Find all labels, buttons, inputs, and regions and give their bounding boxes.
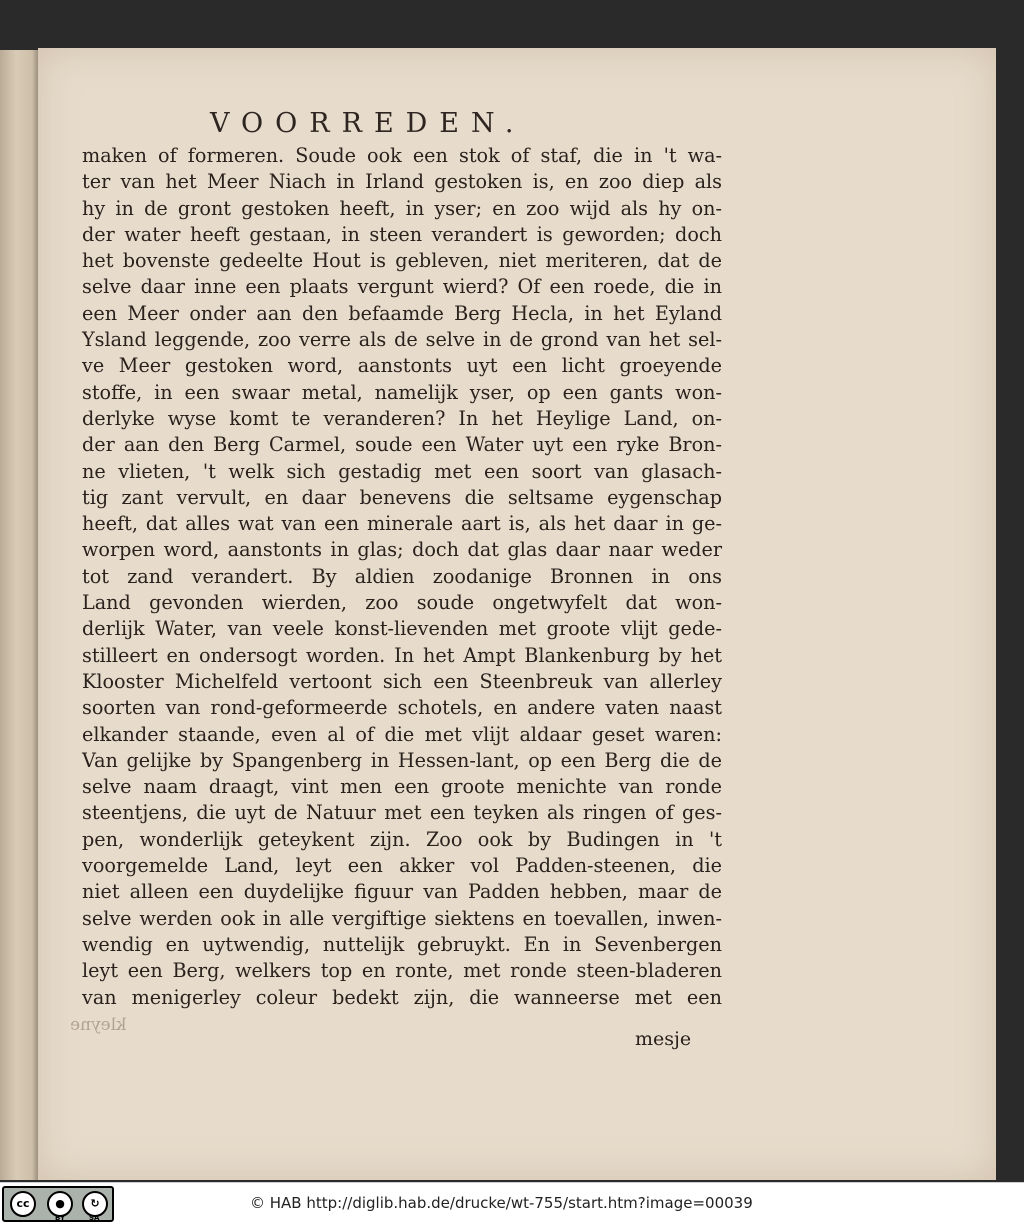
- attribution-link[interactable]: © HAB http://diglib.hab.de/drucke/wt-755/start.htm?image=00039: [250, 1194, 753, 1212]
- text-line: der water heeft gestaan, in steen verandert is geworden; doch: [82, 222, 722, 246]
- text-line: het bovenste gedeelte Hout is gebleven, niet meriteren, dat de: [82, 249, 722, 273]
- by-label: BY: [55, 1214, 66, 1222]
- running-title: VOORREDEN.: [210, 108, 526, 139]
- text-line: der aan den Berg Carmel, soude een Water uyt een ryke Bron-: [82, 433, 722, 457]
- text-line: Ysland leggende, zoo verre als de selve in de grond van het sel-: [82, 328, 722, 352]
- text-line: stoffe, in een swaar metal, namelijk yser, op een gants won-: [82, 380, 722, 404]
- text-line: selve naam draagt, vint men een groote menichte van ronde: [82, 775, 722, 799]
- cc-license-badge[interactable]: [2, 1186, 114, 1222]
- sa-icon: ↻: [82, 1191, 108, 1217]
- text-line: derlijk Water, van veele konst-lievenden met groote vlijt gede-: [82, 617, 722, 641]
- text-line: leyt een Berg, welkers top en ronte, met ronde steen-bladeren: [82, 959, 722, 983]
- text-line: Van gelijke by Spangenberg in Hessen-lant, op een Berg die de: [82, 748, 722, 772]
- footer-bar: [0, 1182, 1024, 1225]
- text-line: een Meer onder aan den befaamde Berg Hecla, in het Eyland: [82, 301, 722, 325]
- text-line: ve Meer gestoken word, aanstonts uyt een licht groeyende: [82, 354, 722, 378]
- text-line: Klooster Michelfeld vertoont sich een Steenbreuk van allerley: [82, 669, 722, 693]
- text-line: tig zant vervult, en daar benevens die seltsame eygenschap: [82, 485, 722, 509]
- text-line: selve daar inne een plaats vergunt wierd? Of een roede, die in: [82, 275, 722, 299]
- text-line: ter van het Meer Niach in Irland gestoken is, en zoo diep als: [82, 170, 722, 194]
- by-icon: ●: [47, 1191, 73, 1217]
- text-line: maken of formeren. Soude ook een stok of staf, die in 't wa-: [82, 144, 722, 167]
- text-line: voorgemelde Land, leyt een akker vol Padden-steenen, die: [82, 854, 722, 878]
- text-line: Land gevonden wierden, zoo soude ongetwyfelt dat won-: [82, 591, 722, 615]
- text-line: selve werden ook in alle vergiftige siektens en toevallen, inwen-: [82, 906, 722, 930]
- text-line: worpen word, aanstonts in glas; doch dat glas daar naar weder: [82, 538, 722, 562]
- sa-label: SA: [89, 1214, 100, 1222]
- text-line: steentjens, die uyt de Natuur met een teyken als ringen of ges-: [82, 801, 722, 825]
- text-line: stilleert en ondersogt worden. In het Ampt Blankenburg by het: [82, 643, 722, 667]
- text-line: hy in de gront gestoken heeft, in yser; en zoo wijd als hy on-: [82, 196, 722, 220]
- cc-icon: cc: [10, 1191, 36, 1217]
- body-text: [82, 143, 722, 1011]
- text-line: heeft, dat alles wat van een minerale aart is, als het daar in ge-: [82, 512, 722, 536]
- text-line: van menigerley coleur bedekt zijn, die wanneerse met een: [82, 985, 722, 1009]
- text-line: niet alleen een duydelijke figuur van Padden hebben, maar de: [82, 880, 722, 904]
- catchword: mesje: [635, 1028, 692, 1050]
- page-edge-left: [0, 50, 40, 1180]
- text-line: elkander staande, even al of die met vlijt aldaar geset waren:: [82, 722, 722, 746]
- text-line: soorten van rond-geformeerde schotels, en andere vaten naast: [82, 696, 722, 720]
- text-line: tot zand verandert. By aldien zoodanige Bronnen in ons: [82, 564, 722, 588]
- text-line: derlyke wyse komt te veranderen? In het Heylige Land, on-: [82, 406, 722, 430]
- text-line: wendig en uytwendig, nuttelijk gebruykt. En in Sevenbergen: [82, 932, 722, 956]
- bleed-through-text: kleyne: [70, 1015, 127, 1035]
- text-line: pen, wonderlijk geteykent zijn. Zoo ook by Budingen in 't: [82, 827, 722, 851]
- text-line: ne vlieten, 't welk sich gestadig met een soort van glasach-: [82, 459, 722, 483]
